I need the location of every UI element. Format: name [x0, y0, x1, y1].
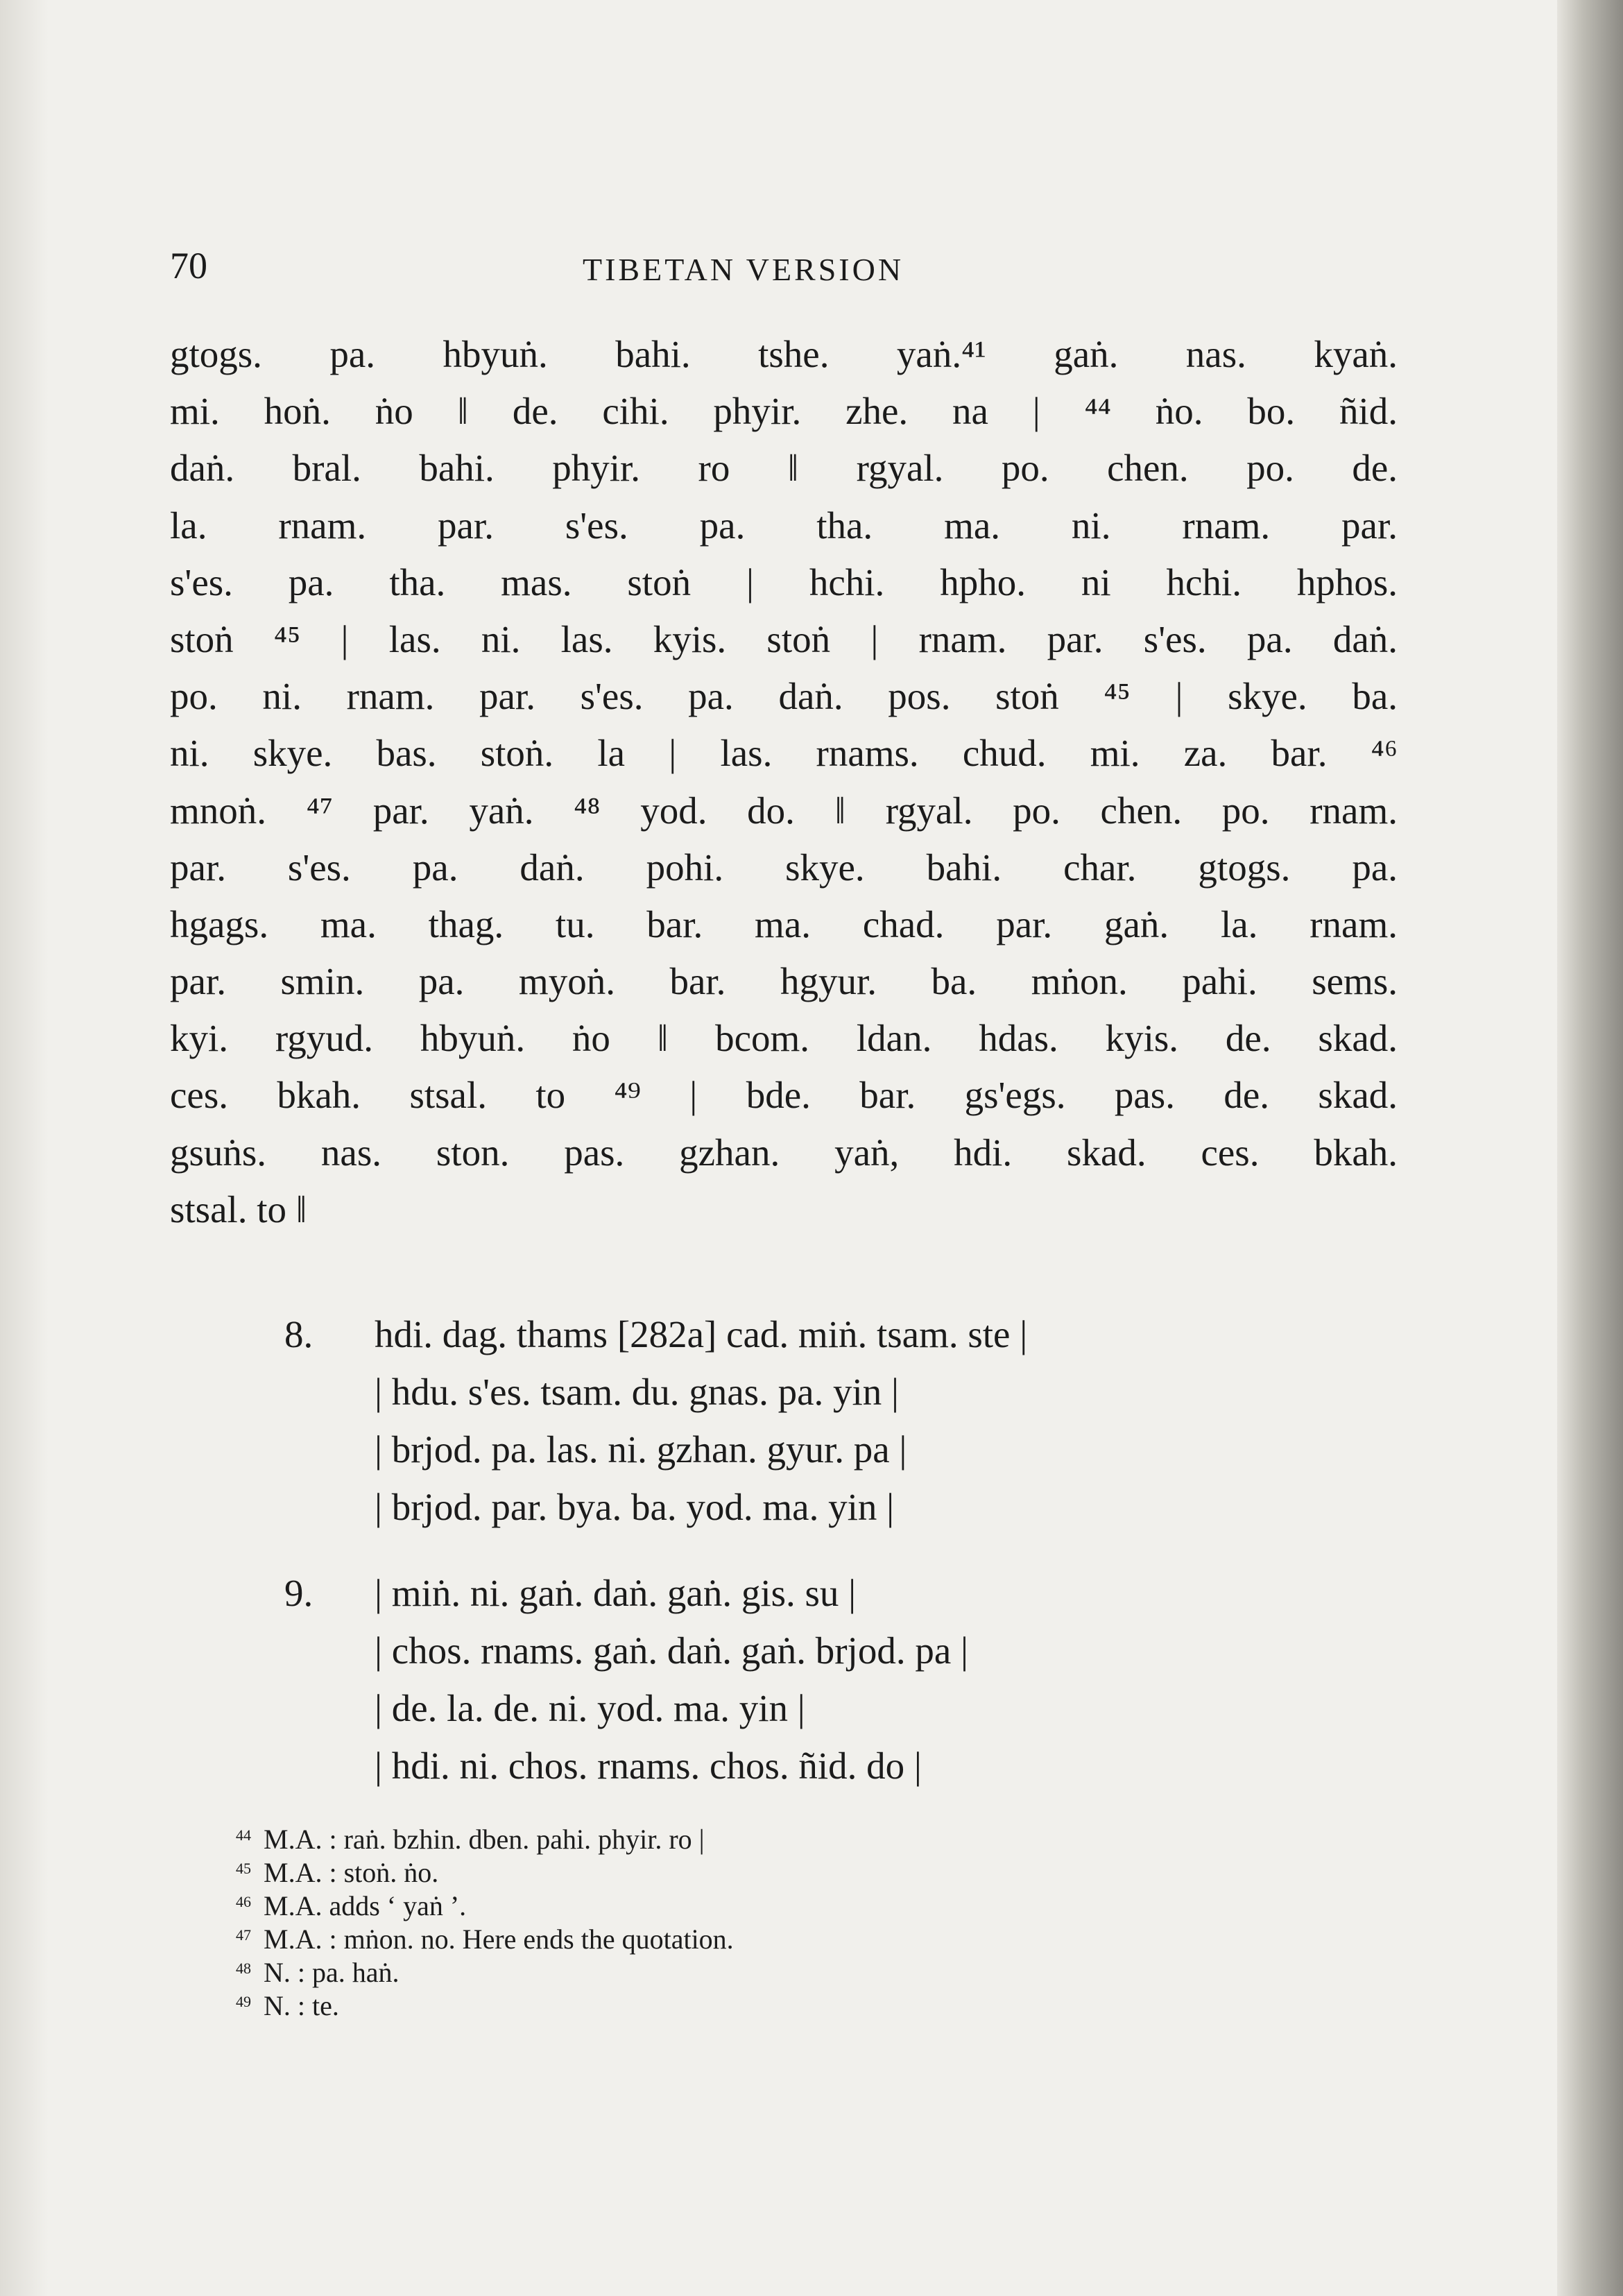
footnote-text: N. : pa. haṅ.: [264, 1957, 400, 1988]
prose-line: stoṅ ⁴⁵ | las. ni. las. kyis. stoṅ | rnam. par. s'es. pa. daṅ.: [170, 617, 1398, 660]
prose-line: stsal. to ‖: [170, 1188, 307, 1231]
footnote: [236, 1923, 1137, 1956]
prose-line: gsuṅs. nas. ston. pas. gzhan. yaṅ, hdi. skad. ces. bkah.: [170, 1131, 1398, 1174]
page-edge-shadow: [1557, 0, 1623, 2296]
prose-line: ni. skye. bas. stoṅ. la | las. rnams. chud. mi. za. bar. ⁴⁶: [170, 732, 1398, 775]
footnote-mark: 48: [236, 1960, 251, 1977]
prose-line: kyi. rgyud. hbyuṅ. ṅo ‖ bcom. ldan. hdas. kyis. de. skad.: [170, 1017, 1398, 1060]
footnote: [236, 1856, 1137, 1890]
prose-line: par. smin. pa. myoṅ. bar. hgyur. ba. mṅon. pahi. sems.: [170, 960, 1398, 1003]
running-title: TIBETAN VERSION: [583, 252, 904, 287]
prose-line: ces. bkah. stsal. to ⁴⁹ | bde. bar. gs'egs. pas. de. skad.: [170, 1074, 1398, 1117]
prose-line: mi. hoṅ. ṅo ‖ de. cihi. phyir. zhe. na | ⁴⁴ ṅo. bo. ñid.: [170, 390, 1398, 433]
verse-line: | brjod. par. bya. ba. yod. ma. yin |: [375, 1486, 895, 1528]
footnote-text: N. : te.: [264, 1990, 339, 2021]
verse-line: hdi. dag. thams [282a] cad. miṅ. tsam. ste |: [375, 1313, 1028, 1355]
footnote-text: M.A. : stoṅ. ṅo.: [264, 1857, 439, 1888]
verse-line: | chos. rnams. gaṅ. daṅ. gaṅ. brjod. pa |: [375, 1629, 968, 1672]
verse-line: | hdi. ni. chos. rnams. chos. ñid. do |: [375, 1745, 922, 1787]
verse-line: | hdu. s'es. tsam. du. gnas. pa. yin |: [375, 1371, 900, 1413]
footnote-mark: 47: [236, 1926, 251, 1944]
prose-block: [170, 326, 1398, 1238]
page-number: 70: [170, 245, 207, 286]
footnote: [236, 1890, 1137, 1923]
footnote-mark: 46: [236, 1893, 251, 1910]
prose-line: mnoṅ. ⁴⁷ par. yaṅ. ⁴⁸ yod. do. ‖ rgyal. po. chen. po. rnam.: [170, 789, 1398, 832]
footnote-text: M.A. : raṅ. bzhin. dben. pahi. phyir. ro |: [264, 1824, 705, 1855]
prose-line: par. s'es. pa. daṅ. pohi. skye. bahi. char. gtogs. pa.: [170, 846, 1398, 889]
prose-line: s'es. pa. tha. mas. stoṅ | hchi. hpho. ni hchi. hphos.: [170, 560, 1398, 603]
footnote-text: M.A. adds ‘ yaṅ ’.: [264, 1890, 467, 1921]
verse-line: | de. la. de. ni. yod. ma. yin |: [375, 1687, 805, 1729]
prose-line: po. ni. rnam. par. s'es. pa. daṅ. pos. stoṅ ⁴⁵ | skye. ba.: [170, 675, 1398, 718]
scan-shadow-left: [0, 0, 49, 2296]
prose-line: la. rnam. par. s'es. pa. tha. ma. ni. rnam. par.: [170, 504, 1398, 547]
footnote-text: M.A. : mṅon. no. Here ends the quotation.: [264, 1924, 734, 1955]
verse-line: | brjod. pa. las. ni. gzhan. gyur. pa |: [375, 1428, 907, 1471]
footnote: [236, 1956, 1137, 1989]
verse-line: | miṅ. ni. gaṅ. daṅ. gaṅ. gis. su |: [375, 1572, 857, 1614]
prose-line: hgags. ma. thag. tu. bar. ma. chad. par. gaṅ. la. rnam.: [170, 902, 1398, 945]
verse-number: 8.: [284, 1313, 314, 1355]
footnotes: [236, 1823, 1137, 2023]
footnote-mark: 45: [236, 1860, 251, 1877]
prose-line: daṅ. bral. bahi. phyir. ro ‖ rgyal. po. chen. po. de.: [170, 447, 1398, 490]
verse-number: 9.: [284, 1572, 314, 1614]
footnote: [236, 1989, 1137, 2023]
page-header: [170, 244, 1405, 293]
footnote-mark: 49: [236, 1993, 251, 2010]
footnote-mark: 44: [236, 1826, 251, 1844]
prose-line: gtogs. pa. hbyuṅ. bahi. tshe. yaṅ.⁴¹ gaṅ. nas. kyaṅ.: [170, 333, 1398, 375]
footnote: [236, 1823, 1137, 1856]
